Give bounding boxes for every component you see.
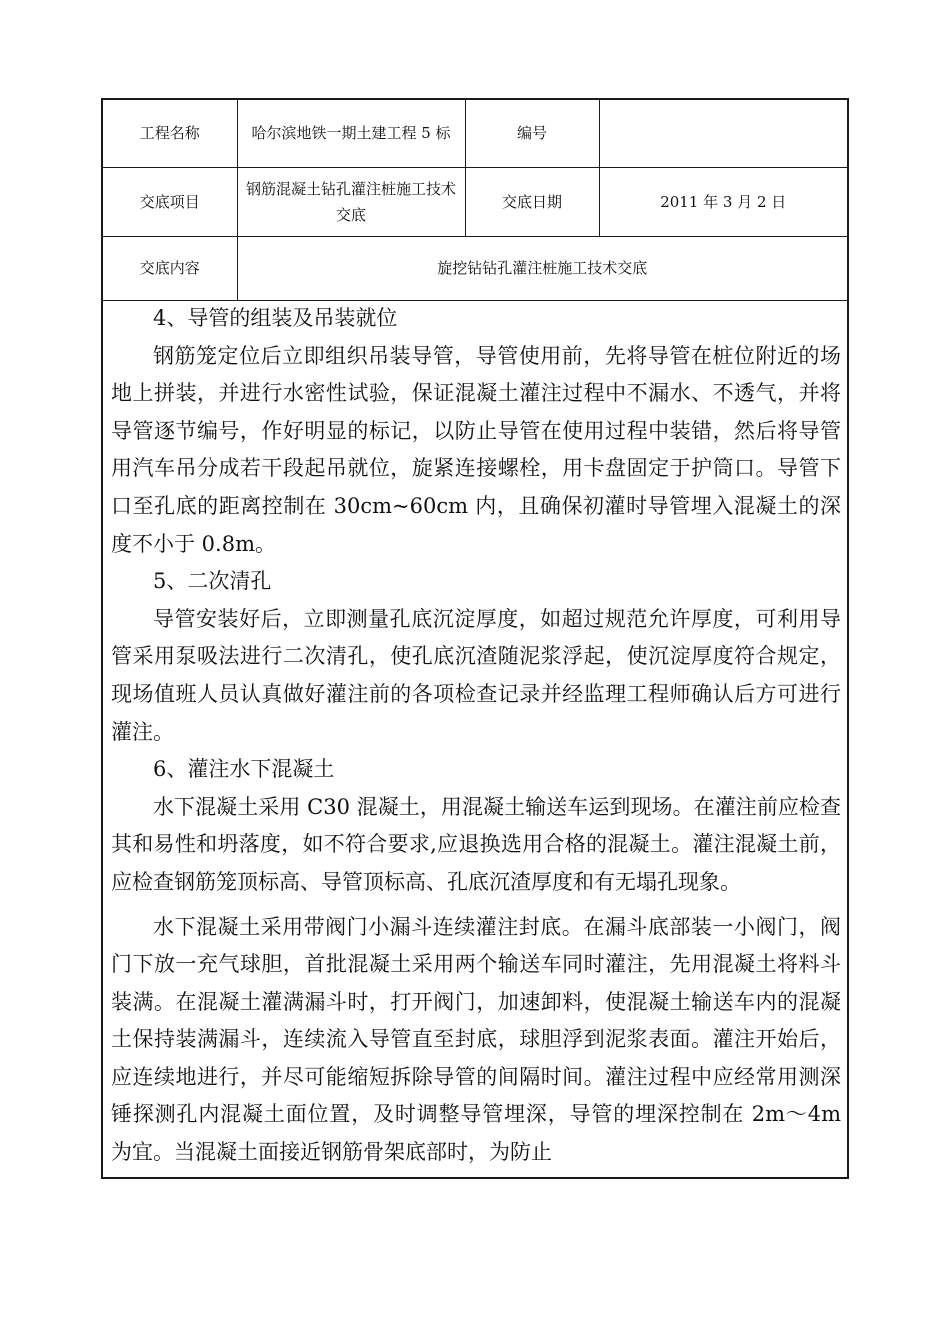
content-value: 旋挖钻钻孔灌注桩施工技术交底 [237, 236, 847, 300]
number-value [599, 100, 847, 167]
section-6-paragraph-2: 水下混凝土采用带阀门小漏斗连续灌注封底。在漏斗底部装一小阀门，阀门下放一充气球胆，首批混凝土采用两个输送车同时灌注，先用混凝土将料斗装满。在混凝土灌满漏斗时，打开阀门，加速卸料，使混凝土输送车内的混凝土保持装满漏斗，连续流入导管直至封底，球胆浮到泥浆表面。灌注开始后，应连续地进行，并尽可能缩短拆除导管的间隔时间。灌注过程中应经常用测深锤探测孔内混凝土面位置，及时调整导管埋深，导管的埋深控制在 2m～4m 为宜。当混凝土面接近钢筋骨架底部时，为防止 [111, 914, 841, 1165]
section-4-paragraph: 钢筋笼定位后立即组织吊装导管，导管使用前，先将导管在桩位附近的场地上拼装，并进行水密性试验，保证混凝土灌注过程中不漏水、不透气，并将导管逐节编号，作好明显的标记，以防止导管在使用过程中装错，然后将导管用汽车吊分成若干段起吊就位，旋紧连接螺栓，用卡盘固定于护筒口。导管下口至孔底的距离控制在 30cm~60cm 内，且确保初灌时导管埋入混凝土的深度不小于 0.8m。 [111, 343, 841, 556]
header-table [103, 100, 847, 301]
document-frame [101, 98, 849, 1179]
section-5-paragraph: 导管安装好后，立即测量孔底沉淀厚度，如超过规范允许厚度，可利用导管采用泵吸法进行二次清孔，使孔底沉渣随泥浆浮起，使沉淀厚度符合规定，现场值班人员认真做好灌注前的各项检查记录并经监理工程师确认后方可进行灌注。 [111, 606, 841, 744]
item-value: 钢筋混凝土钻孔灌注桩施工技术交底 [237, 167, 465, 236]
header-row-project [103, 100, 847, 167]
number-label: 编号 [465, 100, 599, 167]
section-6-title: 6、灌注水下混凝土 [153, 757, 335, 782]
project-name-label: 工程名称 [103, 100, 237, 167]
content-label: 交底内容 [103, 236, 237, 300]
header-row-content [103, 236, 847, 300]
date-value: 2011 年 3 月 2 日 [599, 167, 847, 236]
project-name-value: 哈尔滨地铁一期土建工程 5 标 [237, 100, 465, 167]
section-6-paragraph-1: 水下混凝土采用 C30 混凝土，用混凝土输送车运到现场。在灌注前应检查其和易性和坍落度，如不符合要求,应退换选用合格的混凝土。灌注混凝土前，应检查钢筋笼顶标高、导管顶标高、孔底沉渣厚度和有无塌孔现象。 [111, 794, 841, 894]
body-content [111, 300, 841, 1172]
header-row-item [103, 167, 847, 236]
date-label: 交底日期 [465, 167, 599, 236]
section-5-title: 5、二次清孔 [153, 569, 272, 594]
section-4-title: 4、导管的组装及吊装就位 [153, 306, 398, 330]
item-label: 交底项目 [103, 167, 237, 236]
